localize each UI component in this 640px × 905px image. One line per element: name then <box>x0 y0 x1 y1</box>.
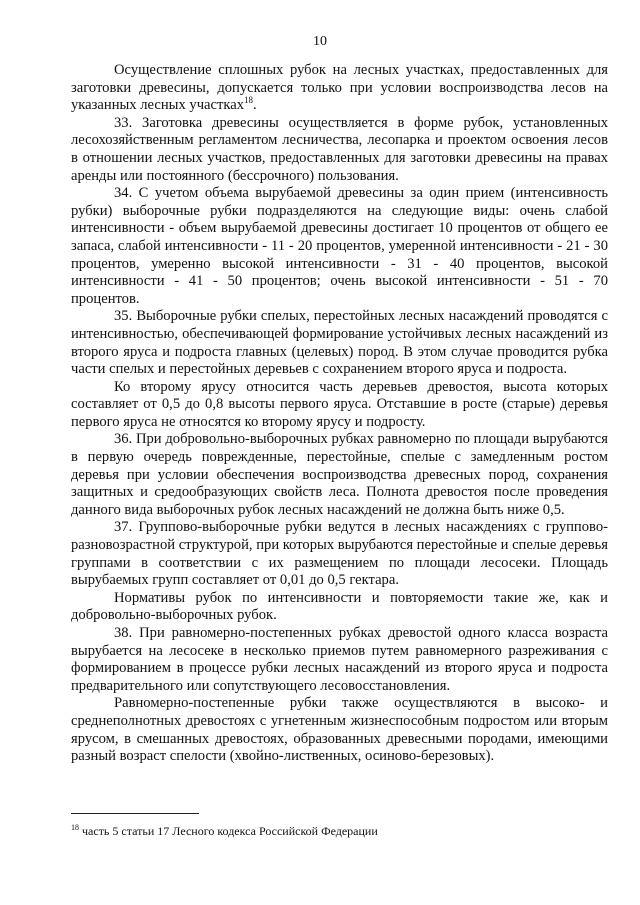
footnote-ref[interactable]: 18 <box>244 95 254 106</box>
paragraph-35-second-tier: Ко второму ярусу относится часть деревьев древостоя, высота которых составляет от 0,5 до 0,8 высоты первого яруса. Отставшие в росте (старые) деревья первого яруса не относятся ко второму ярусу и подросту. <box>71 378 608 430</box>
footnote-number: 18 <box>71 823 79 832</box>
paragraph-37-norms: Нормативы рубок по интенсивности и повторяемости такие же, как и добровольно-выборочных рубок. <box>71 589 608 624</box>
footnote-text: часть 5 статьи 17 Лесного кодекса Российской Федерации <box>79 824 378 838</box>
body-text <box>71 62 608 766</box>
paragraph-33: 33. Заготовка древесины осуществляется в форме рубок, установленных лесохозяйственным регламентом лесничества, лесопарка и проектом освоения лесов в отношении лесных участков, предоставленных для заготовки древесины на правах аренды или постоянного (бессрочного) пользования. <box>71 114 608 184</box>
page-number: 10 <box>313 34 327 49</box>
paragraph-38-uniform: Равномерно-постепенные рубки также осуществляются в высоко- и среднеполнотных древостоях с угнетенным жизнеспособным подростом или вторым ярусом, в смешанных древостоях, образованных древесными породами, имеющими разный возраст спелости (хвойно-лиственных, осиново-березовых). <box>71 695 608 765</box>
paragraph-intro: Осуществление сплошных рубок на лесных участках, предоставленных для заготовки древесины, допускается только при условии воспроизводства лесов на указанных лесных участках$^{18}$. <box>71 62 608 114</box>
paragraph-37: 37. Группово-выборочные рубки ведутся в лесных насаждениях с группово-разновозрастной структурой, при которых вырубаются перестойные и спелые деревья группами в соответствии с их размещением по площади лесосеки. Площадь вырубаемых групп составляет от 0,01 до 0,5 гектара. <box>71 519 608 589</box>
paragraph-34: 34. С учетом объема вырубаемой древесины за один прием (интенсивность рубки) выборочные рубки подразделяются на следующие виды: очень слабой интенсивности - объем вырубаемой древесины достигает 10 процентов от общего ее запаса, слабой интенсивности - 11 - 20 процентов, умеренной интенсивности - 21 - 30 процентов, умеренно высокой интенсивности - 31 - 40 процентов, высокой интенсивности - 41 - 50 процентов; очень высокой интенсивности - 51 - 70 процентов. <box>71 185 608 307</box>
paragraph-35: 35. Выборочные рубки спелых, перестойных лесных насаждений проводятся с интенсивностью, обеспечивающей формирование устойчивых лесных насаждений из второго яруса и подроста главных (целевых) пород. В этом случае проводится рубка части спелых и перестойных деревьев с сохранением второго яруса и подроста. <box>71 308 608 378</box>
footnote <box>71 821 608 838</box>
paragraph-38: 38. При равномерно-постепенных рубках древостой одного класса возраста вырубается на лесосеке в несколько приемов путем равномерного разреживания с формированием в процессе рубки лесных насаждений из второго яруса и подроста предварительного или сопутствующего лесовосстановления. <box>71 625 608 694</box>
footnote-divider <box>71 813 199 814</box>
paragraph-36: 36. При добровольно-выборочных рубках равномерно по площади вырубаются в первую очередь поврежденные, перестойные, спелые с замедленным ростом деревья при условии обеспечения воспроизводства древесных пород, сохранения защитных и средообразующих свойств леса. Полнота древостоя после проведения данного вида выборочных рубок лесных насаждений не должна быть ниже 0,5. <box>71 431 608 518</box>
